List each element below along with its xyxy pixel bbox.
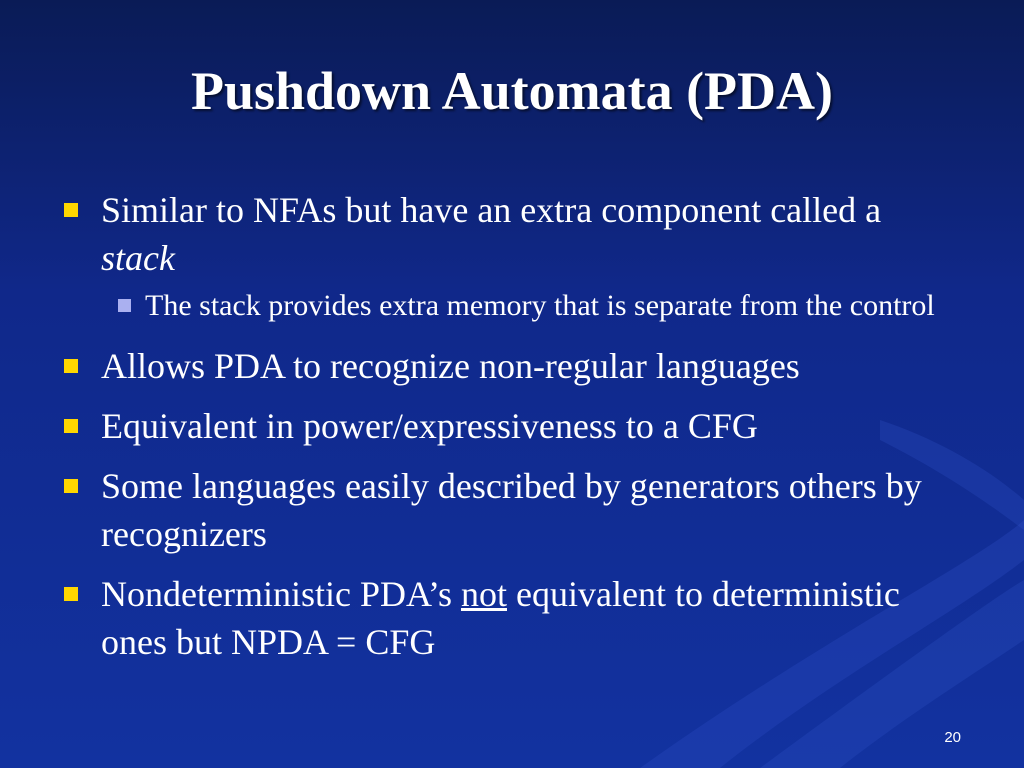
square-bullet-icon (64, 479, 78, 493)
bullet-text: Allows PDA to recognize non-regular languages (101, 346, 800, 386)
square-bullet-icon (64, 203, 78, 217)
square-bullet-icon (64, 587, 78, 601)
square-bullet-icon (64, 419, 78, 433)
square-sub-bullet-icon (118, 299, 131, 312)
bullet-text: Some languages easily described by generators others by recognizers (101, 466, 922, 554)
bullet-item (64, 570, 964, 666)
bullet-text-continued: equivalent to deterministic ones but NPDA = CFG (101, 574, 900, 662)
bullet-item (64, 462, 964, 558)
bullet-underlined-text: not (460, 574, 507, 614)
bullet-text: Nondeterministic PDA’s (101, 574, 461, 614)
page-number: 20 (944, 729, 961, 746)
bullet-text: Similar to NFAs but have an extra component called a (101, 190, 882, 230)
bullet-item (64, 342, 964, 390)
bullet-item (64, 186, 964, 282)
sub-bullet-item (64, 286, 964, 326)
square-bullet-icon (64, 359, 78, 373)
bullet-list (64, 186, 964, 678)
bullet-item (64, 402, 964, 450)
bullet-italic-text: stack (101, 238, 175, 278)
sub-bullet-text: The stack provides extra memory that is separate from the control (145, 289, 935, 322)
slide-title: Pushdown Automata (PDA) (190, 61, 834, 121)
bullet-text: Equivalent in power/expressiveness to a CFG (101, 406, 758, 446)
